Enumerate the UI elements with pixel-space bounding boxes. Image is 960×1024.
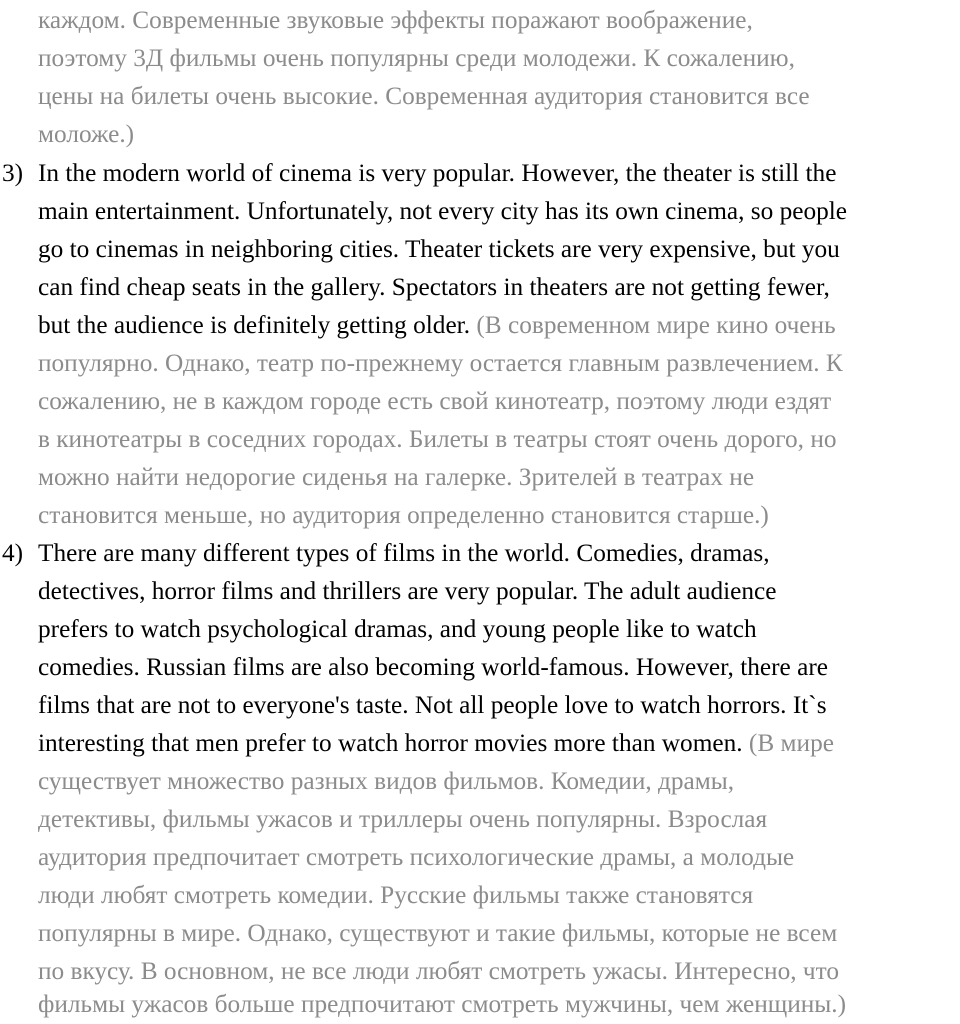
item-4-ru-line: (В мире <box>748 729 834 757</box>
top-paragraph-line: каждом. Современные звуковые эффекты поражают воображение, <box>38 6 753 34</box>
item-3-number: 3) <box>2 159 24 187</box>
item-3-ru-line: можно найти недорогие сиденья на галерке. Зрителей в театрах не <box>38 463 755 491</box>
item-4-ru-line: детективы, фильмы ужасов и триллеры очень популярны. Взрослая <box>38 805 768 833</box>
item-3-ru-line: становится меньше, но аудитория определенно становится старше.) <box>38 501 769 529</box>
item-3-ru-line: популярно. Однако, театр по-прежнему остается главным развлечением. К <box>38 349 843 377</box>
item-4-en-line: There are many different types of films in the world. Comedies, dramas, <box>38 539 770 567</box>
item-4-ru-line: популярны в мире. Однако, существуют и такие фильмы, которые не всем <box>38 919 838 947</box>
top-paragraph-line: моложе.) <box>38 120 135 148</box>
item-3-en-line: go to cinemas in neighboring cities. Theater tickets are very expensive, but you <box>38 235 840 263</box>
item-4-ru-line: аудитория предпочитает смотреть психологические драмы, а молодые <box>38 843 795 871</box>
item-3-en-line: In the modern world of cinema is very popular. However, the theater is still the <box>38 159 837 187</box>
item-4-ru-line: фильмы ужасов больше предпочитают смотреть мужчины, чем женщины.) <box>38 990 847 1018</box>
item-4-en-line: detectives, horror films and thrillers are very popular. The adult audience <box>38 577 777 605</box>
item-4-mixed-line <box>38 725 834 763</box>
item-3-en-line: but the audience is definitely getting older. <box>38 311 471 339</box>
item-4-ru-line: люди любят смотреть комедии. Русские фильмы также становятся <box>38 881 754 909</box>
top-paragraph-line: цены на билеты очень высокие. Современная аудитория становится все <box>38 82 810 110</box>
item-4-en-line: comedies. Russian films are also becoming world-famous. However, there are <box>38 653 828 681</box>
item-4-number: 4) <box>2 539 24 567</box>
item-4-en-line: prefers to watch psychological dramas, and young people like to watch <box>38 615 757 643</box>
top-paragraph-line: поэтому 3Д фильмы очень популярны среди молодежи. К сожалению, <box>38 44 795 72</box>
item-3-ru-line: в кинотеатры в соседних городах. Билеты в театры стоят очень дорого, но <box>38 425 837 453</box>
item-3-en-line: can find cheap seats in the gallery. Spectators in theaters are not getting fewer, <box>38 273 830 301</box>
item-3-mixed-line <box>38 307 836 345</box>
item-4-ru-line: существует множество разных видов фильмов. Комедии, драмы, <box>38 767 735 795</box>
item-3-ru-line: (В современном мире кино очень <box>476 311 836 339</box>
item-4-ru-line: по вкусу. В основном, не все люди любят смотреть ужасы. Интересно, что <box>38 957 839 985</box>
item-3-ru-line: сожалению, не в каждом городе есть свой кинотеатр, поэтому люди ездят <box>38 387 832 415</box>
item-4-en-line: interesting that men prefer to watch horror movies more than women. <box>38 729 743 757</box>
item-3-en-line: main entertainment. Unfortunately, not every city has its own cinema, so people <box>38 197 848 225</box>
item-4-en-line: films that are not to everyone's taste. Not all people love to watch horrors. It`s <box>38 691 827 719</box>
